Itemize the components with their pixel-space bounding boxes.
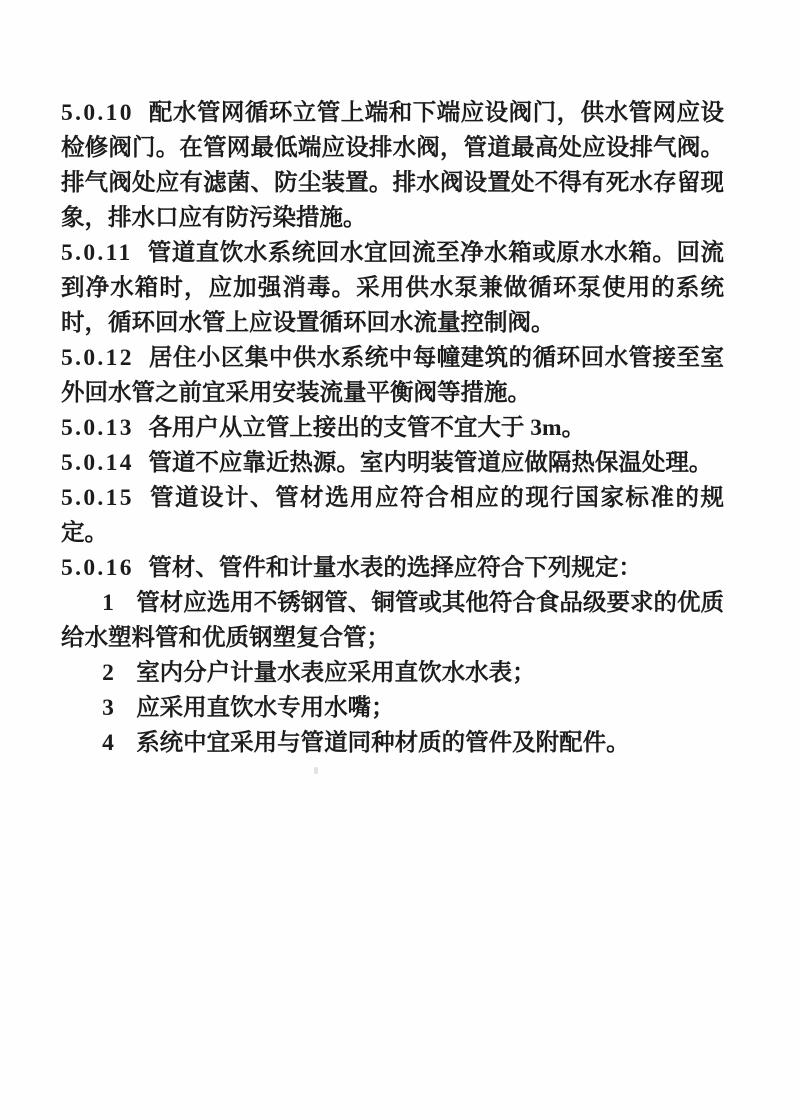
clause-text: 管道设计、管材选用应符合相应的现行国家标准的规定。 [61, 485, 724, 546]
item-number: 2 [102, 660, 114, 686]
list-item-4 [61, 726, 724, 761]
item-number: 3 [102, 695, 114, 721]
clause-text: 管道不应靠近热源。室内明装管道应做隔热保温处理。 [148, 450, 713, 476]
clause-5-0-12 [61, 341, 724, 411]
clause-5-0-16 [61, 551, 724, 586]
scan-artifact [314, 767, 318, 774]
item-text: 系统中宜采用与管道同种材质的管件及附配件。 [136, 730, 630, 756]
item-number: 1 [102, 590, 114, 616]
list-item-3 [61, 691, 724, 726]
clause-text: 配水管网循环立管上端和下端应设阀门，供水管网应设检修阀门。在管网最低端应设排水阀，管道最高处应设排气阀。排气阀处应有滤菌、防尘装置。排水阀设置处不得有死水存留现象，排水口应有防污染措施。 [61, 100, 724, 231]
clause-5-0-10 [61, 96, 724, 236]
clause-text: 各用户从立管上接出的支管不宜大于 3m。 [148, 415, 586, 441]
clause-number: 5.0.13 [61, 415, 134, 441]
clause-number: 5.0.14 [61, 450, 134, 476]
list-item-2 [61, 656, 724, 691]
item-text: 应采用直饮水专用水嘴； [136, 695, 395, 721]
clause-5-0-15 [61, 481, 724, 551]
document-content [61, 96, 724, 761]
item-text: 管材应选用不锈钢管、铜管或其他符合食品级要求的优质给水塑料管和优质钢塑复合管； [61, 590, 724, 651]
item-text: 室内分户计量水表应采用直饮水水表； [136, 660, 536, 686]
clause-text: 居住小区集中供水系统中每幢建筑的循环回水管接至室外回水管之前宜采用安装流量平衡阀等措施。 [61, 345, 724, 406]
clause-number: 5.0.10 [61, 100, 134, 126]
list-item-1 [61, 586, 724, 656]
clause-5-0-11 [61, 236, 724, 341]
clause-number: 5.0.12 [61, 345, 134, 371]
clause-5-0-14 [61, 446, 724, 481]
clause-5-0-13 [61, 411, 724, 446]
clause-text: 管道直饮水系统回水宜回流至净水箱或原水水箱。回流到净水箱时，应加强消毒。采用供水泵兼做循环泵使用的系统时，循环回水管上应设置循环回水流量控制阀。 [61, 240, 724, 336]
clause-number: 5.0.15 [61, 485, 134, 511]
clause-number: 5.0.16 [61, 555, 134, 581]
item-number: 4 [102, 730, 114, 756]
clause-number: 5.0.11 [61, 240, 133, 266]
clause-text: 管材、管件和计量水表的选择应符合下列规定： [148, 555, 642, 581]
